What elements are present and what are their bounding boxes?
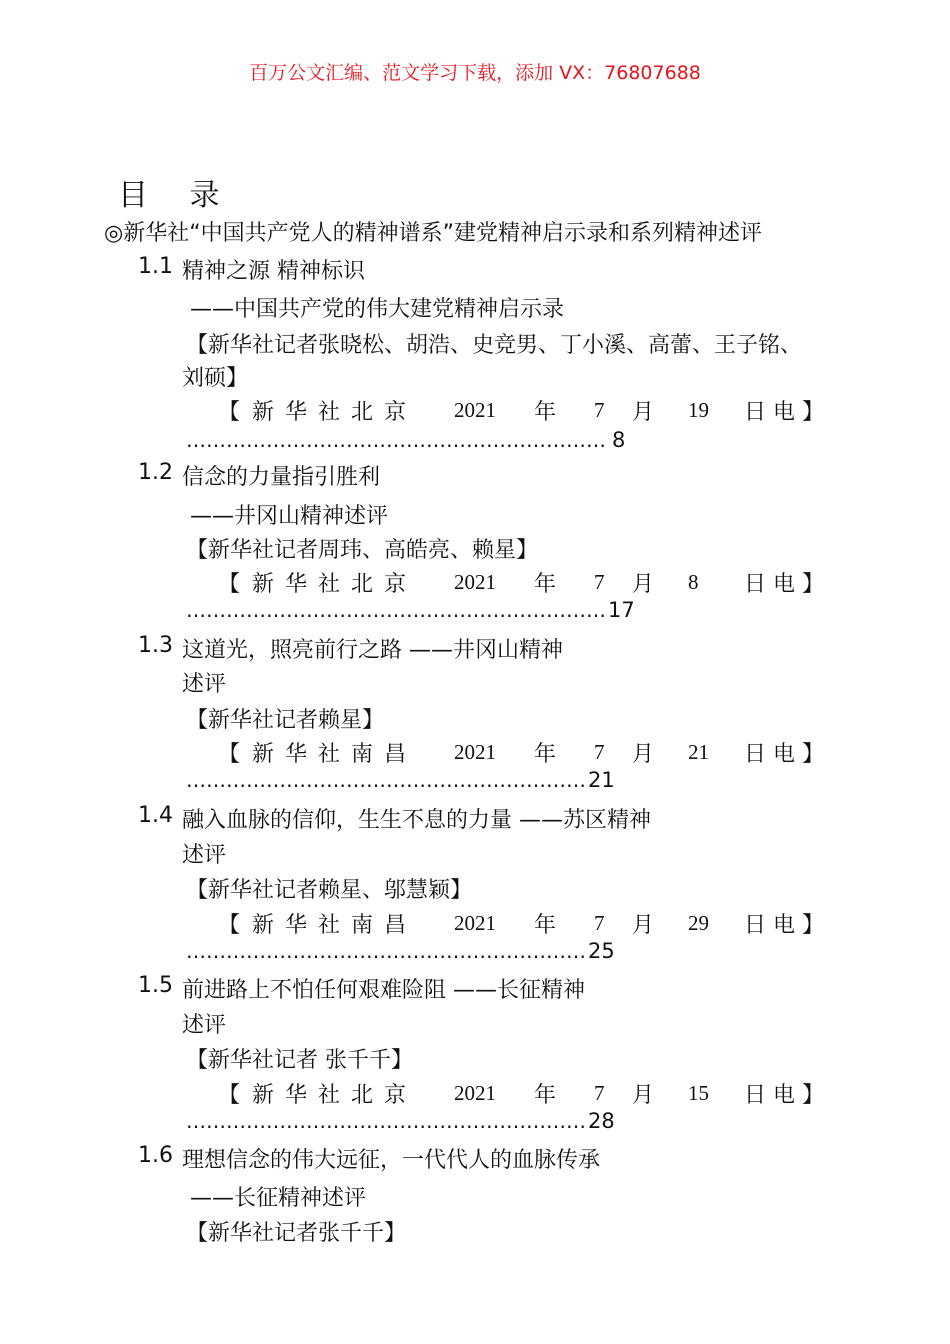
toc-entry-leader-line xyxy=(186,939,615,963)
toc-entry-dateline xyxy=(218,567,824,597)
bracket-open: 【 xyxy=(218,1082,241,1108)
bracket-open: 【 xyxy=(218,571,241,597)
dot-leader: …………………………………………………… xyxy=(186,939,586,963)
toc-entry-dateline xyxy=(218,395,824,425)
dateline-city: 新 华 社 南 昌 xyxy=(252,912,408,938)
toc-entry-number: 1.4 xyxy=(138,803,173,828)
dot-leader: …………………………………………………… xyxy=(186,1109,586,1133)
toc-entry-title-cont: 述评 xyxy=(182,1013,227,1038)
toc-entry-title[interactable]: 精神之源 精神标识 xyxy=(182,259,365,284)
toc-entry-number: 1.1 xyxy=(138,254,173,279)
dateline-ri: 日 电 】 xyxy=(744,912,824,938)
toc-entry-subtitle: ——长征精神述评 xyxy=(190,1186,367,1211)
toc-entry-reporters: 【新华社记者周玮、高皓亮、赖星】 xyxy=(186,538,539,563)
bracket-open: 【 xyxy=(218,741,241,767)
toc-entry-number: 1.2 xyxy=(138,460,173,485)
dateline-yue: 月 xyxy=(632,912,655,938)
toc-entry-title-cont: 述评 xyxy=(182,843,227,868)
page-number[interactable]: 17 xyxy=(608,598,635,622)
dateline-month: 7 xyxy=(594,1080,605,1105)
toc-entry-title[interactable]: 信念的力量指引胜利 xyxy=(182,465,381,490)
toc-entry-number: 1.3 xyxy=(138,633,173,658)
dateline-ri: 日 电 】 xyxy=(744,399,824,425)
toc-entry-dateline xyxy=(218,908,824,938)
dot-leader: ……………………………………………………… xyxy=(186,598,606,622)
toc-entry-reporters-cont: 刘硕】 xyxy=(182,366,249,391)
toc-entry-leader-line xyxy=(186,598,635,622)
toc-entry-reporters: 【新华社记者张晓松、胡浩、史竞男、丁小溪、高蕾、王子铭、 xyxy=(186,333,803,358)
toc-entry-number: 1.6 xyxy=(138,1143,173,1168)
toc-entry-subtitle: ——井冈山精神述评 xyxy=(190,504,389,529)
dateline-nian: 年 xyxy=(534,741,557,767)
dateline-yue: 月 xyxy=(632,741,655,767)
watermark-header: 百万公文汇编、范文学习下载，添加 VX：76807688 xyxy=(249,62,701,84)
page-number[interactable]: 28 xyxy=(588,1109,615,1133)
dateline-month: 7 xyxy=(594,910,605,935)
dateline-month: 7 xyxy=(594,739,605,764)
toc-entry-leader-line xyxy=(186,1109,615,1133)
dateline-day: 21 xyxy=(688,739,709,764)
dateline-month: 7 xyxy=(594,397,605,422)
toc-entry-dateline xyxy=(218,737,824,767)
dateline-day: 29 xyxy=(688,910,709,935)
dateline-ri: 日 电 】 xyxy=(744,741,824,767)
dateline-day: 19 xyxy=(688,397,709,422)
dateline-yue: 月 xyxy=(632,571,655,597)
dateline-month: 7 xyxy=(594,569,605,594)
dateline-year: 2021 xyxy=(454,739,496,764)
page-number[interactable]: 21 xyxy=(588,768,615,792)
toc-entry-dateline xyxy=(218,1078,824,1108)
dateline-yue: 月 xyxy=(632,399,655,425)
toc-entry-reporters: 【新华社记者 张千千】 xyxy=(186,1048,413,1073)
dateline-year: 2021 xyxy=(454,1080,496,1105)
dateline-ri: 日 电 】 xyxy=(744,571,824,597)
dot-leader: …………………………………………………… xyxy=(186,768,586,792)
section-heading: ◎新华社“中国共产党人的精神谱系”建党精神启示录和系列精神述评 xyxy=(104,221,762,246)
toc-entry-reporters: 【新华社记者张千千】 xyxy=(186,1221,407,1246)
toc-entry-title[interactable]: 融入血脉的信仰，生生不息的力量 ——苏区精神 xyxy=(182,808,651,833)
dateline-year: 2021 xyxy=(454,397,496,422)
toc-entry-number: 1.5 xyxy=(138,973,173,998)
dateline-city: 新 华 社 北 京 xyxy=(252,1082,408,1108)
toc-title: 目 录 xyxy=(118,178,236,213)
dateline-nian: 年 xyxy=(534,1082,557,1108)
dateline-city: 新 华 社 北 京 xyxy=(252,571,408,597)
toc-entry-subtitle: ——中国共产党的伟大建党精神启示录 xyxy=(190,297,565,322)
dateline-city: 新 华 社 南 昌 xyxy=(252,741,408,767)
toc-entry-reporters: 【新华社记者赖星、邬慧颖】 xyxy=(186,878,473,903)
toc-entry-title-cont: 述评 xyxy=(182,672,227,697)
dateline-day: 15 xyxy=(688,1080,709,1105)
dateline-nian: 年 xyxy=(534,399,557,425)
dateline-yue: 月 xyxy=(632,1082,655,1108)
dot-leader: ……………………………………………………… xyxy=(186,428,606,452)
bracket-open: 【 xyxy=(218,399,241,425)
bracket-open: 【 xyxy=(218,912,241,938)
toc-entry-reporters: 【新华社记者赖星】 xyxy=(186,708,385,733)
toc-entry-title[interactable]: 理想信念的伟大远征，一代代人的血脉传承 xyxy=(182,1148,601,1173)
toc-entry-leader-line xyxy=(186,428,625,452)
toc-entry-title[interactable]: 前进路上不怕任何艰难险阻 ——长征精神 xyxy=(182,978,585,1003)
page-number[interactable]: 25 xyxy=(588,939,615,963)
page-number[interactable]: 8 xyxy=(612,428,626,452)
dateline-year: 2021 xyxy=(454,569,496,594)
dateline-ri: 日 电 】 xyxy=(744,1082,824,1108)
dateline-day: 8 xyxy=(688,569,699,594)
toc-entry-leader-line xyxy=(186,768,615,792)
dateline-nian: 年 xyxy=(534,571,557,597)
dateline-city: 新 华 社 北 京 xyxy=(252,399,408,425)
dateline-nian: 年 xyxy=(534,912,557,938)
dateline-year: 2021 xyxy=(454,910,496,935)
toc-entry-title[interactable]: 这道光，照亮前行之路 ——井冈山精神 xyxy=(182,638,563,663)
